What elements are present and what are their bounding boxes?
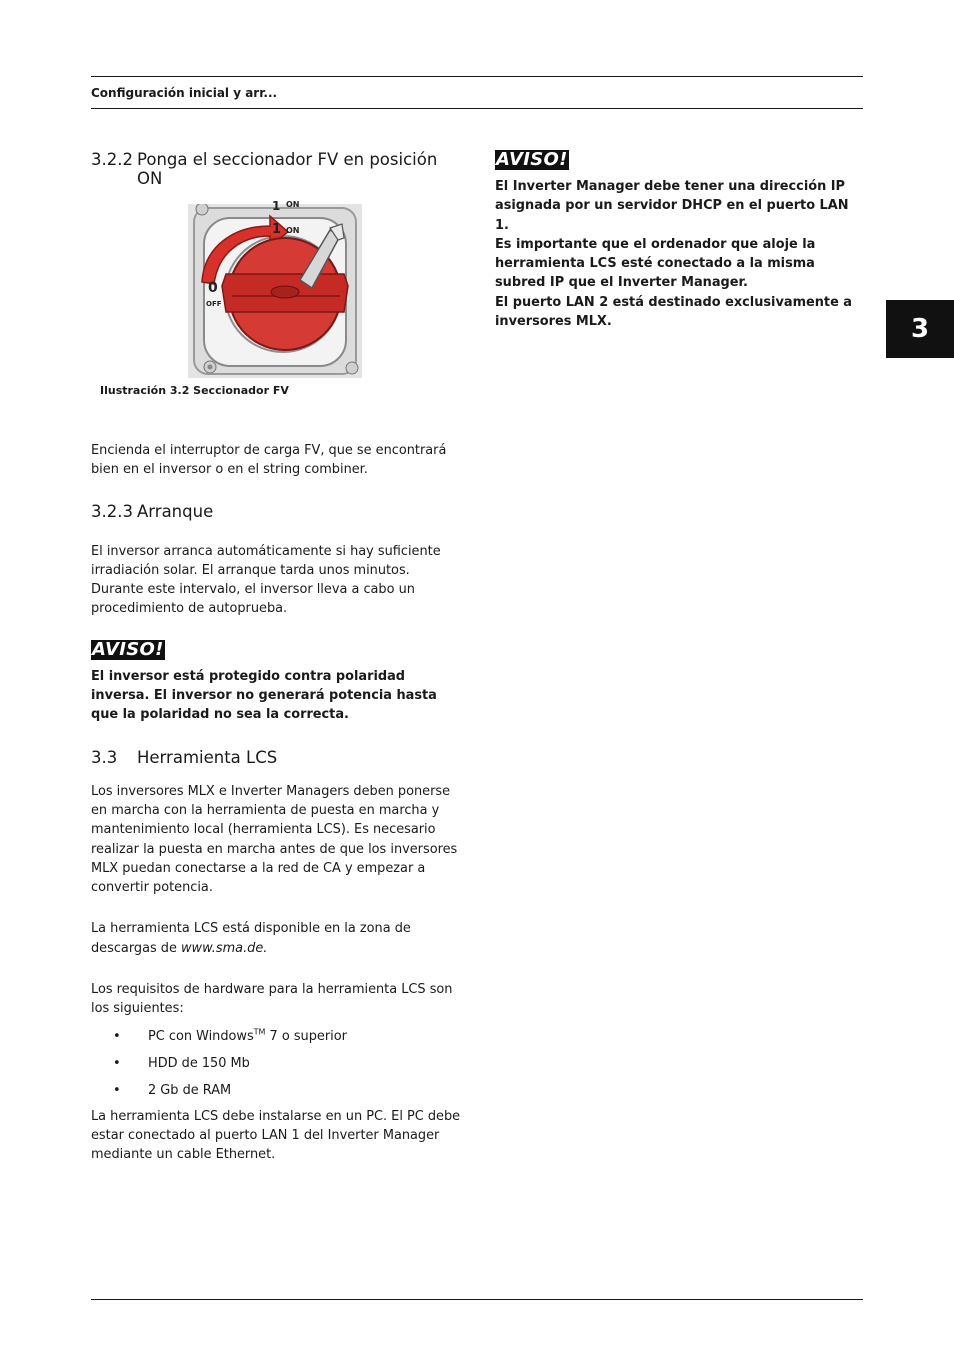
right-column [495,150,863,331]
section-title: Ponga el seccionador FV en posición ON [137,150,438,188]
section-number: 3.3 [91,747,118,767]
on-position-digit: 1 [272,222,282,237]
notice-label: AVISO! [496,149,568,170]
footer-rule [91,1299,863,1300]
notice-block-network [495,150,863,170]
section-title: Arranque [137,501,214,521]
chapter-tab: 3 [886,300,954,358]
notice-block-polarity [91,640,463,660]
left-column [91,150,463,1165]
section-number: 3.2.3 [91,501,133,521]
lcs-intro-paragraph: Los inversores MLX e Inverter Managers deben ponerse en marcha con la herramienta de puesta en marcha y mantenimiento local (herramienta LCS). Es necesario realizar la puesta en marcha antes de que los inversores MLX puedan conectarse a la red de CA y empezar a convertir potencia. [91,783,458,896]
figure-caption: Ilustración 3.2 Seccionador FV [100,384,289,397]
lcs-download-paragraph [91,919,463,958]
on-position-digit-top: 1 [272,199,281,213]
off-position-digit: 0 [208,280,218,296]
list-item: • 2 Gb de RAM [91,1081,463,1100]
section-heading-3-2-2 [91,150,463,188]
hardware-requirements-intro: Los requisitos de hardware para la herramienta LCS son los siguientes: [91,982,453,1017]
hardware-requirements-list [91,1027,463,1100]
section-number: 3.2.2 [91,150,133,169]
list-item: • HDD de 150 Mb [91,1054,463,1073]
section-heading-3-3 [91,748,463,767]
pv-switch-instruction: Encienda el interruptor de carga FV, que se encontrará bien en el inversor o en el string combiner. [91,443,447,478]
notice-text-polarity: El inversor está protegido contra polaridad inversa. El inversor no generará potencia hasta que la polaridad no sea la correcta. [91,668,437,723]
download-text: La herramienta LCS está disponible en la zona de descargas de [91,921,411,956]
notice-line-subnet: Es importante que el ordenador que aloje la herramienta LCS esté conectado a la misma subred IP que el Inverter Manager. [495,236,816,291]
header-bottom-rule [91,108,863,109]
download-link[interactable]: www.sma.de. [181,940,268,956]
header-top-rule [91,76,863,77]
on-position-label: ON [286,226,300,235]
lcs-install-paragraph: La herramienta LCS debe instalarse en un PC. El PC debe estar conectado al puerto LAN 1 del Inverter Manager mediante un cable Ethernet. [91,1108,461,1163]
notice-line-lan2: El puerto LAN 2 está destinado exclusivamente a inversores MLX. [495,294,853,330]
off-position-label: OFF [206,300,222,308]
notice-line-dhcp: El Inverter Manager debe tener una dirección IP asignada por un servidor DHCP en el puerto LAN 1. [495,179,849,233]
on-position-label-top: ON [286,200,300,209]
section-title: Herramienta LCS [137,747,278,767]
startup-paragraph: El inversor arranca automáticamente si hay suficiente irradiación solar. El arranque tarda unos minutos. Durante este intervalo, el inversor lleva a cabo un procedimiento de autoprueba. [91,543,441,617]
list-item: • PC con Windows™ 7 o superior [91,1027,463,1046]
running-header: Configuración inicial y arr... [91,86,278,100]
pv-disconnector-illustration [188,199,362,378]
section-heading-3-2-3 [91,502,463,521]
notice-label: AVISO! [92,638,164,660]
